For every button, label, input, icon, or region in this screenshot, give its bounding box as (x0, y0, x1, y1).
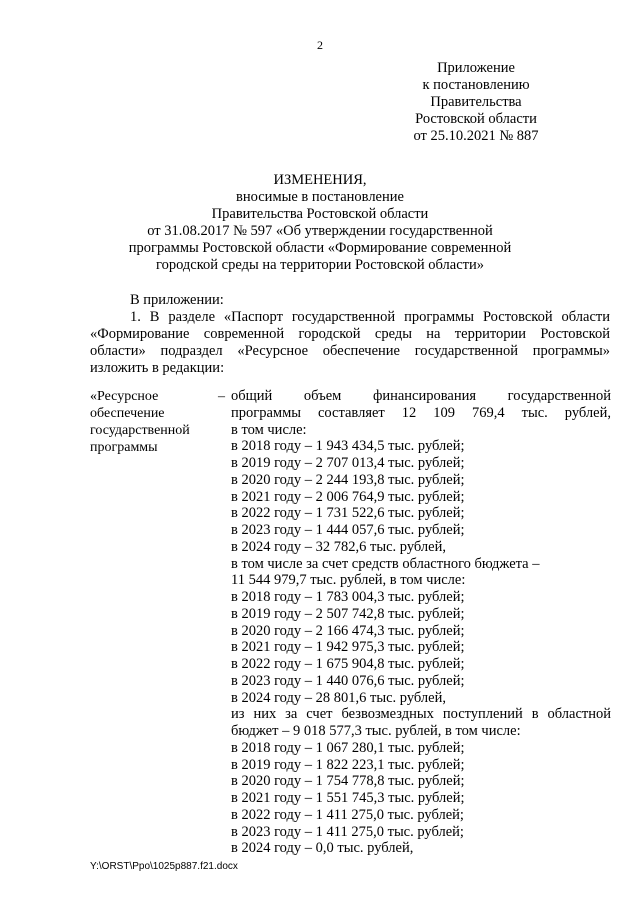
heading-title: ИЗМЕНЕНИЯ, (273, 172, 367, 188)
label-line: обеспечение (90, 406, 165, 421)
page-number: 2 (317, 38, 323, 52)
heading-line: вносимые в постановление (236, 188, 404, 205)
appendix-line: от 25.10.2021 № 887 (413, 128, 539, 144)
regional-year-line: в 2019 году – 2 507 742,8 тыс. рублей; (231, 605, 465, 622)
funding-year-line: в 2021 году – 2 006 764,9 тыс. рублей; (231, 488, 465, 505)
funding-total-line: программы составляет 12 109 769,4 тыс. рублей, (231, 404, 611, 421)
regional-year-line: в 2021 году – 1 942 975,3 тыс. рублей; (231, 639, 465, 656)
footer-file-path: Y:\ORST\Ppo\1025p887.f21.docx (90, 861, 238, 872)
heading-line: Правительства Ростовской области (211, 205, 429, 222)
appendix-line: Приложение (437, 60, 515, 76)
funding-line: в том числе: (231, 421, 307, 438)
appendix-line: Ростовской области (415, 111, 537, 127)
regional-budget-line: 11 544 979,7 тыс. рублей, в том числе: (231, 572, 466, 589)
label-line: «Ресурсное (90, 389, 159, 404)
appendix-line: Правительства (430, 94, 522, 110)
grants-year-line: в 2022 году – 1 411 275,0 тыс. рублей; (231, 806, 464, 823)
grants-year-line: в 2021 году – 1 551 745,3 тыс. рублей; (231, 790, 465, 806)
funding-year-line: в 2019 году – 2 707 013,4 тыс. рублей; (231, 455, 465, 471)
intro-paragraph-line: «Формирование современной городской среды на территории Ростовской (90, 326, 610, 342)
intro-line: В приложении: (130, 292, 224, 308)
appendix-line: к постановлению (422, 77, 530, 93)
grants-year-line: в 2023 году – 1 411 275,0 тыс. рублей; (231, 823, 464, 840)
label-dash: – (218, 389, 225, 404)
label-line: программы (90, 440, 158, 455)
regional-year-line: в 2018 году – 1 783 004,3 тыс. рублей; (231, 589, 465, 605)
funding-year-line: в 2020 году – 2 244 193,8 тыс. рублей; (231, 471, 465, 488)
funding-total-line: общий объем финансирования государственной (231, 388, 611, 404)
grants-year-line: в 2018 году – 1 067 280,1 тыс. рублей; (231, 739, 465, 756)
intro-paragraph-line: области» подраздел «Ресурсное обеспечение государственной программы» (90, 343, 610, 359)
intro-text (90, 292, 610, 377)
intro-paragraph-line: 1. В разделе «Паспорт государственной программы Ростовской области (130, 309, 610, 325)
regional-year-line: в 2020 году – 2 166 474,3 тыс. рублей; (231, 622, 465, 639)
heading-line: от 31.08.2017 № 597 «Об утверждении государственной (147, 222, 493, 239)
grants-line: бюджет – 9 018 577,3 тыс. рублей, в том числе: (231, 723, 521, 739)
grants-year-line: в 2019 году – 1 822 223,1 тыс. рублей; (231, 756, 465, 773)
grants-year-line: в 2020 году – 1 754 778,8 тыс. рублей; (231, 773, 465, 790)
intro-paragraph-line: изложить в редакции: (90, 360, 225, 376)
funding-details (231, 388, 611, 857)
regional-year-line: в 2022 году – 1 675 904,8 тыс. рублей; (231, 656, 465, 672)
funding-year-line: в 2018 году – 1 943 434,5 тыс. рублей; (231, 438, 465, 455)
funding-year-line: в 2022 году – 1 731 522,6 тыс. рублей; (231, 505, 465, 522)
section-label (90, 388, 225, 456)
regional-budget-line: в том числе за счет средств областного бюджета – (231, 555, 540, 572)
heading-line: городской среды на территории Ростовской области» (156, 256, 484, 273)
heading-line: программы Ростовской области «Формирование современной (128, 239, 512, 256)
regional-year-line: в 2024 году – 28 801,6 тыс. рублей, (231, 689, 446, 706)
regional-year-line: в 2023 году – 1 440 076,6 тыс. рублей; (231, 672, 465, 689)
appendix-note (366, 60, 586, 145)
document-heading (0, 172, 640, 273)
funding-year-line: в 2024 году – 32 782,6 тыс. рублей, (231, 538, 446, 555)
grants-year-line: в 2024 году – 0,0 тыс. рублей, (231, 840, 414, 857)
label-line: государственной (90, 423, 190, 438)
funding-year-line: в 2023 году – 1 444 057,6 тыс. рублей; (231, 522, 465, 538)
grants-line: из них за счет безвозмездных поступлений в областной (231, 706, 611, 723)
